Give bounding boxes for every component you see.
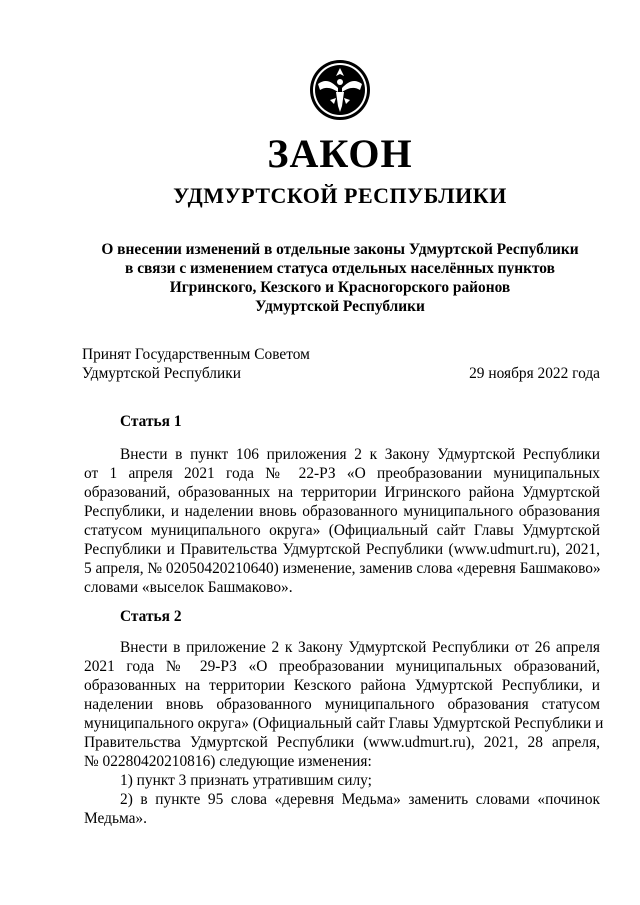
text-line: № 02280420210816) следующие изменения: — [84, 753, 372, 770]
text-line: статусом муниципального округа» (Официальный сайт Главы Удмуртской — [84, 522, 600, 539]
adoption-date: 29 ноября 2022 года — [469, 365, 600, 382]
document-subtitle: УДМУРТСКОЙ РЕСПУБЛИКИ — [173, 183, 507, 208]
law-title-line: Удмуртской Республики — [255, 298, 425, 315]
article-2-text — [84, 638, 604, 828]
text-line: наделении вновь образованного муниципального образования статусом — [84, 696, 600, 713]
text-line: словами «выселок Башмаково». — [84, 579, 293, 596]
law-title — [80, 240, 600, 316]
law-title-line: в связи с изменением статуса отдельных населённых пунктов — [125, 260, 555, 277]
document-title: ЗАКОН — [267, 131, 413, 176]
text-line: 5 апреля, № 02050420210640) изменение, заменив слова «деревня Башмаково» — [84, 560, 601, 577]
text-line: образований, образованных на территории Игринского района Удмуртской — [84, 484, 600, 501]
law-title-line: О внесении изменений в отдельные законы Удмуртской Республики — [101, 241, 579, 258]
list-item: 2) в пункте 95 слова «деревня Медьма» заменить словами «починок — [120, 791, 600, 808]
law-title-line: Игринского, Кезского и Красногорского районов — [169, 279, 511, 296]
adoption-block — [82, 345, 602, 383]
article-heading: Статья 1 — [120, 413, 182, 430]
text-line: Правительства Удмуртской Республики (www.udmurt.ru), 2021, 28 апреля, — [84, 734, 600, 751]
text-line: от 1 апреля 2021 года № 22-РЗ «О преобразовании муниципальных — [84, 465, 600, 482]
adoption-line: Принят Государственным Советом — [82, 346, 310, 363]
text-line: муниципального округа» (Официальный сайт Главы Удмуртской Республики и — [84, 715, 604, 732]
text-line: Республики и Правительства Удмуртской Республики (www.udmurt.ru), 2021, — [84, 541, 600, 558]
article-heading: Статья 2 — [120, 608, 182, 625]
text-line: 2021 года № 29-РЗ «О преобразовании муниципальных образований, — [84, 658, 600, 675]
text-line: Медьма». — [84, 810, 147, 827]
text-line: Внести в приложение 2 к Закону Удмуртской Республики от 26 апреля — [120, 639, 600, 656]
adoption-line: Удмуртской Республики — [82, 365, 241, 382]
udmurt-coat-of-arms-icon — [308, 58, 372, 122]
text-line: Внести в пункт 106 приложения 2 к Закону Удмуртской Республики — [120, 446, 600, 463]
list-item: 1) пункт 3 признать утратившим силу; — [120, 772, 372, 789]
article-1-text — [84, 445, 600, 597]
text-line: образованных на территории Кезского района Удмуртской Республики, и — [84, 677, 600, 694]
text-line: Республики, и наделении вновь образованного муниципального образования — [84, 503, 600, 520]
